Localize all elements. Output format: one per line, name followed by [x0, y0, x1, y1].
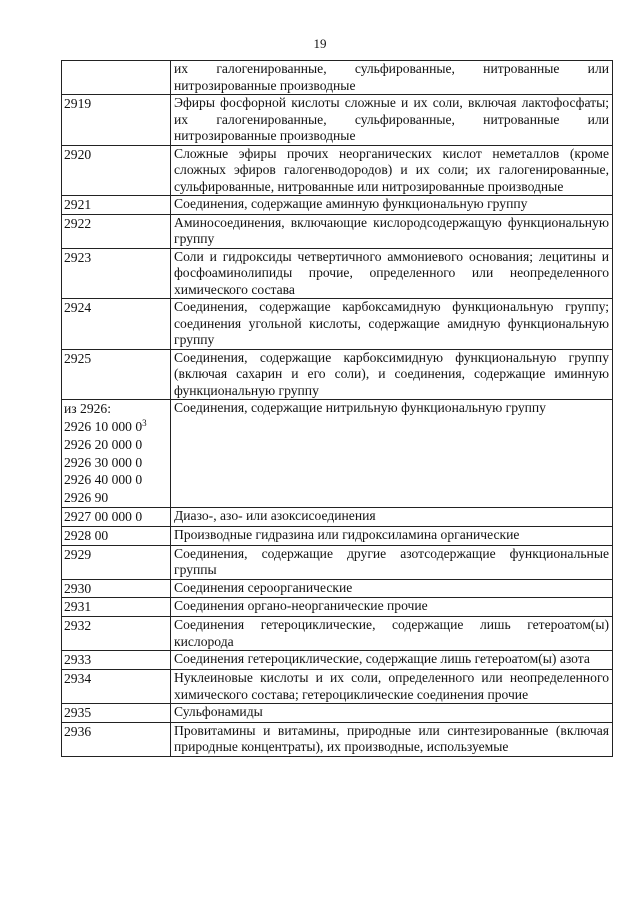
code-cell — [62, 400, 171, 508]
code-line: 2921 — [64, 197, 92, 212]
table-row — [62, 598, 613, 617]
code-cell — [62, 508, 171, 527]
code-cell — [62, 145, 171, 196]
description-cell: Эфиры фосфорной кислоты сложные и их соли, включая лактофосфаты; их галогенированные, сульфированные, нитрованные или нитрозированные производные — [171, 95, 613, 146]
table-row — [62, 61, 613, 95]
code-cell — [62, 299, 171, 350]
code-line: 2926 20 000 0 — [64, 436, 143, 452]
table-row — [62, 145, 613, 196]
table-row — [62, 95, 613, 146]
code-line: 2930 — [64, 580, 92, 596]
table-row — [62, 651, 613, 670]
description-cell: Соединения, содержащие карбоксамидную функциональную группу; соединения угольной кислоты, содержащие амидную функциональную группу — [171, 299, 613, 350]
code-line: 2920 — [64, 146, 92, 162]
table-row — [62, 526, 613, 545]
description-cell: Провитамины и витамины, природные или синтезированные (включая природные концентраты), их производные, используемые — [171, 722, 613, 756]
code-line: 2929 — [64, 546, 92, 562]
code-cell — [62, 651, 171, 670]
code-line: 2928 00 — [64, 527, 109, 543]
table-row — [62, 704, 613, 723]
table-body — [62, 61, 613, 757]
code-line: 2925 — [64, 350, 92, 366]
code-cell — [62, 670, 171, 704]
description-cell: Производные гидразина или гидроксиламина органические — [171, 526, 613, 545]
code-cell — [62, 704, 171, 723]
table-row — [62, 617, 613, 651]
code-cell — [62, 214, 171, 248]
description-cell: Диазо-, азо- или азоксисоединения — [171, 508, 613, 527]
code-line: 2926 40 000 0 — [64, 472, 143, 488]
code-line: 2923 — [64, 249, 92, 265]
description-cell: Соединения, содержащие другие азотсодержащие функциональные группы — [171, 545, 613, 579]
description-cell: Соединения гетероциклические, содержащие лишь гетероатом(ы) азота — [171, 651, 613, 670]
table-row — [62, 579, 613, 598]
code-cell — [62, 61, 171, 95]
code-line: 2935 — [64, 705, 92, 721]
code-line: 2936 — [64, 723, 92, 739]
code-cell — [62, 526, 171, 545]
code-line: 2934 — [64, 671, 92, 687]
code-cell — [62, 545, 171, 579]
table-row — [62, 196, 613, 215]
description-cell: Соединения органо-неорганические прочие — [171, 598, 613, 617]
description-cell: Соединения сероорганические — [171, 579, 613, 598]
code-cell — [62, 598, 171, 617]
code-cell — [62, 579, 171, 598]
description-cell: Соединения, содержащие нитрильную функциональную группу — [171, 400, 613, 508]
code-cell — [62, 349, 171, 400]
description-cell: Сульфонамиды — [171, 704, 613, 723]
code-line: из 2926: — [64, 401, 112, 417]
code-cell — [62, 617, 171, 651]
code-cell — [62, 95, 171, 146]
footnote-marker: 3 — [142, 418, 147, 429]
description-cell: Соединения, содержащие карбоксимидную функциональную группу (включая сахарин и его соли), и соединения, содержащие иминную функциональную группу — [171, 349, 613, 400]
page-number: 19 — [313, 36, 327, 51]
description-cell: Нуклеиновые кислоты и их соли, определенного или неопределенного химического состава; гетероциклические соединения прочие — [171, 670, 613, 704]
code-line: 2919 — [64, 96, 92, 111]
code-line: 2924 — [64, 300, 92, 316]
code-line: 2927 00 000 0 — [64, 509, 143, 525]
description-cell: Сложные эфиры прочих неорганических кислот неметаллов (кроме сложных эфиров галогенводородов) и их соли; их галогенированные, сульфированные, нитрованные или нитрозированные производные — [171, 145, 613, 196]
table-row — [62, 722, 613, 756]
description-cell: их галогенированные, сульфированные, нитрованные или нитрозированные производные — [171, 61, 613, 95]
code-line: 2926 90 — [64, 490, 109, 506]
code-line: 2932 — [64, 618, 92, 634]
table-row — [62, 349, 613, 400]
code-cell — [62, 248, 171, 299]
table-row — [62, 670, 613, 704]
description-cell: Соли и гидроксиды четвертичного аммониевого основания; лецитины и фосфоаминолипиды прочие, определенного или неопределенного химического состава — [171, 248, 613, 299]
table-row — [62, 400, 613, 508]
table-row — [62, 508, 613, 527]
code-cell — [62, 196, 171, 215]
code-cell — [62, 722, 171, 756]
code-line: 2931 — [64, 599, 92, 615]
table-row — [62, 299, 613, 350]
description-cell: Аминосоединения, включающие кислородсодержащую функциональную группу — [171, 214, 613, 248]
tariff-code-table — [61, 60, 613, 757]
code-line: 2933 — [64, 652, 92, 668]
table-row — [62, 545, 613, 579]
table-row — [62, 248, 613, 299]
code-line: 2926 30 000 0 — [64, 454, 143, 470]
code-line: 2926 10 000 $0^3$ — [64, 418, 147, 435]
table-row — [62, 214, 613, 248]
description-cell: Соединения гетероциклические, содержащие лишь гетероатом(ы) кислорода — [171, 617, 613, 651]
description-cell: Соединения, содержащие аминную функциональную группу — [171, 196, 613, 215]
code-line: 2922 — [64, 215, 92, 231]
